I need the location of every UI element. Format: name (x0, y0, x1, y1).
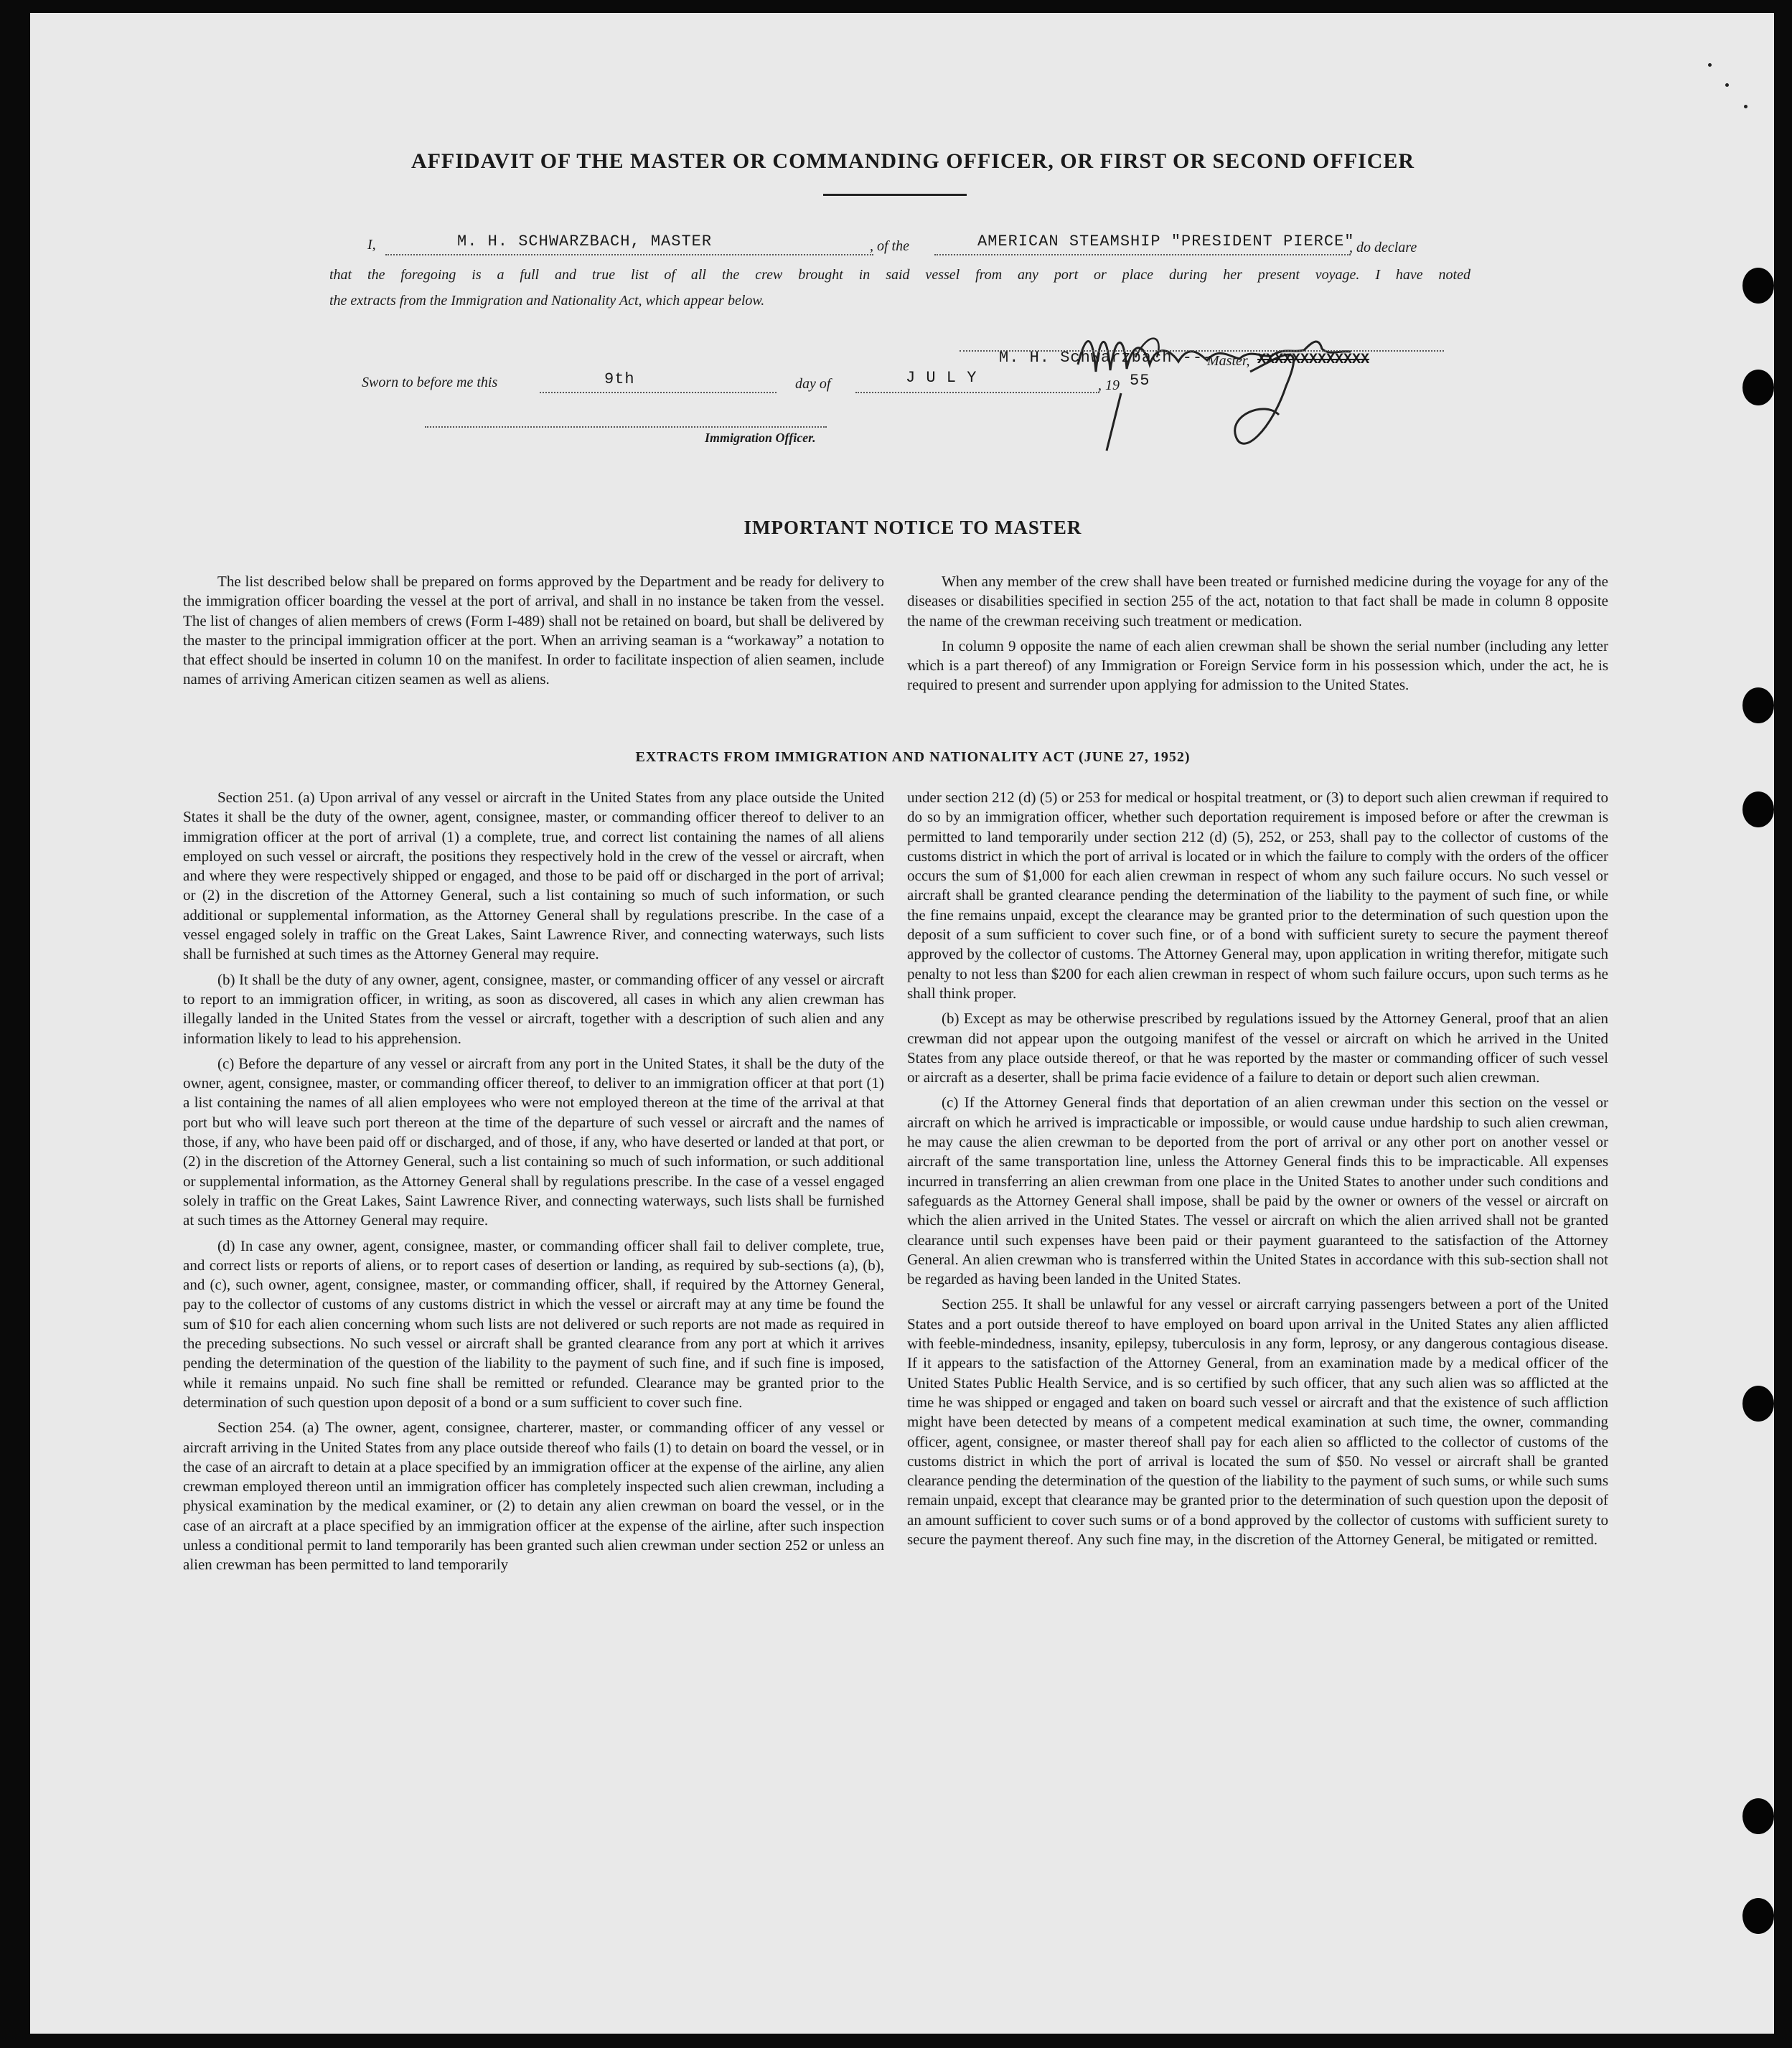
vessel-line (934, 254, 1351, 255)
struck-out-title: XXXXXXXXXXXXX (1257, 352, 1370, 368)
handwritten-signature (1064, 314, 1465, 472)
officer-signature-line (425, 426, 827, 428)
notice-right-paragraph: In column 9 opposite the name of each alien crewman shall be shown the serial number (including any letter which is a part thereof) of any Immigration or Foreign Service form in his possession which, under the act, he is required to present and surrender upon applying for admission to the United States. (907, 637, 1608, 694)
extract-paragraph: Section 251. (a) Upon arrival of any vessel or aircraft in the United States from any place outside the United States it shall be the duty of the owner, agent, consignee, master, or commanding officer thereof to deliver to an immigration officer at the port of arrival (1) a complete, true, and correct list containing the names of all aliens employed on such vessel or aircraft, the positions they respectively hold in the crew of the vessel or aircraft, when and where they were respectively shipped or engaged, and those to be paid off or discharged in the port of arrival; or (2) in the discretion of the Attorney General, such a list containing so much of such information, or such additional or supplemental information, as the Attorney General shall by regulations prescribe. In the case of a vessel engaged solely in traffic on the Great Lakes, Saint Lawrence River, and connecting waterways, such lists shall be furnished at such times as the Attorney General may require. (183, 789, 884, 963)
vessel-name: AMERICAN STEAMSHIP "PRESIDENT PIERCE" (977, 232, 1355, 250)
sworn-month: J U L Y (906, 369, 977, 387)
punch-hole (1742, 792, 1774, 827)
notice-right-paragraph: When any member of the crew shall have been treated or furnished medicine during the voyage for any of the diseases or disabilities specified in section 255 of the act, notation to that fact shall be made in column 8 opposite the name of the crewman receiving such treatment or medication. (907, 573, 1608, 629)
extract-paragraph: Section 255. It shall be unlawful for any vessel or aircraft carrying passengers between a port of the United States and a port outside thereof to have employed on board upon arrival in the United States any alien afflicted with feeble-mindedness, insanity, epilepsy, tuberculosis in any form, leprosy, or any dangerous contagious disease. If it appears to the satisfaction of the Attorney General, from an examination made by a medical officer of the United States Public Health Service, and is so certified by such officer, that any such alien was so afflicted at the time he was shipped or engaged and taken on board such vessel or aircraft and that the existence of such affliction might have been detected by means of a competent medical examination at such time, the owner, commanding officer, agent, consignee, or master thereof shall pay for each alien so afflicted to the collector of customs of the customs district in which the port of arrival is located the sum of $50. No vessel or aircraft shall be granted clearance pending the determination of the question of the liability to the payment of such sums, or while such sums remain unpaid, except that clearance may be granted prior to the determination of such question upon the deposit of an amount sufficient to cover such sums or of a bond approved by the collector of customs with sufficient surety to secure the payment thereof. Any such fine may, in the discretion of the Attorney General, be mitigated or remitted. (907, 1295, 1608, 1548)
extract-paragraph: (c) If the Attorney General finds that deportation of an alien crewman under this section on the vessel or aircraft on which he arrived is impracticable or impossible, or would cause undue hardship to such alien crewman, he may cause the alien crewman to be deported from the port of arrival or any other port on another vessel or aircraft of the same transportation line, unless the Attorney General finds this to be impracticable. All expenses incurred in transferring an alien crewman from one place in the United States to another under such conditions and safeguards as the Attorney General shall impose, shall be paid by the owner or owners of the vessel or aircraft on which the alien arrived in the United States. The vessel or aircraft on which the alien arrived shall not be granted clearance until such expenses have been paid or their payment guaranteed to the satisfaction of the Attorney General. An alien crewman who is transferred within the United States in accordance with this sub-section shall not be regarded as having been landed in the United States. (907, 1094, 1608, 1288)
extract-paragraph: (b) Except as may be otherwise prescribed by regulations issued by the Attorney General, proof that an alien crewman did not appear upon the outgoing manifest of the vessel or aircraft on which he arrived in the United States from any place outside thereof, or that he was reported by the master or commanding officer of such vessel or aircraft as a deserter, shall be prima facie evidence of a failure to detain or deport such alien crewman. (907, 1010, 1608, 1086)
officer-label: Immigration Officer. (705, 431, 816, 445)
extract-paragraph: Section 254. (a) The owner, agent, consignee, charterer, master, or commanding officer of any vessel or aircraft arriving in the United States from any place outside thereof who fails (1) to detain on board the vessel, or in the case of an aircraft to detain at a place specified by an immigration officer at the expense of the airline, any alien crewman employed thereon until an immigration officer has completely inspected such alien crewman, including a physical examination by the medical examiner, or (2) to detain any alien crewman on board the vessel, or in the case of an aircraft at a place specified by an immigration officer at the expense of the airline, after such inspection unless a conditional permit to land temporarily has been granted such alien crewman under section 252 or unless an alien crewman has been permitted to land temporarily (183, 1419, 884, 1574)
day-line (540, 392, 777, 393)
extracts-title: EXTRACTS FROM IMMIGRATION AND NATIONALITY ACT (JUNE 27, 1952) (635, 749, 1191, 765)
punch-hole (1742, 687, 1774, 723)
sworn-year: 55 (1130, 372, 1150, 390)
notice-title: IMPORTANT NOTICE TO MASTER (743, 517, 1082, 538)
extract-paragraph: (b) It shall be the duty of any owner, agent, consignee, master, or commanding officer of any vessel or aircraft to report to an immigration officer, in writing, as soon as discovered, all cases in which any alien crewman has illegally landed in the United States from the vessel or aircraft, together with a description of such alien and any information likely to lead to his apprehension. (183, 970, 884, 1047)
declaration-line-2: the extracts from the Immigration and Nationality Act, which appear below. (329, 293, 765, 309)
sworn-label: Sworn to before me this (362, 375, 498, 390)
punch-hole (1742, 268, 1774, 304)
extract-paragraph: under section 212 (d) (5) or 253 for medical or hospital treatment, or (3) to deport such alien crewman if required to do so by an immigration officer, whether such deportation requirement is imposed before or after the crewman is permitted to land temporarily under section 212 (d) (5), 252, or 253, shall pay to the collector of customs of the customs district in which the port of arrival is located or in which the failure to comply with the orders of the officer occurs the sum of $1,000 for each alien crewman in respect of whom any such failure occurs. No such vessel or aircraft shall be granted clearance pending the determination of the liability to the payment of such fine, or while the fine remains unpaid, except the clearance may be granted prior to the determination of such question upon the deposit of a sum sufficient to cover such fine, or of a bond with sufficient surety to secure the payment thereof approved by the collector of customs. The Attorney General may, upon application in writing therefor, mitigate such penalty to not less than $200 for each alien crewman in respect of whom such failure occurs, upon such terms as he shall think proper. (907, 789, 1608, 1002)
extract-paragraph: (c) Before the departure of any vessel or aircraft from any port in the United States, it shall be the duty of the owner, agent, consignee, master, or commanding officer thereof, to deliver to an immigration officer at that port (1) a list containing the names of all alien employees who were not employed thereon at the time of the arrival at that port but who will leave such port thereon at the time of the departure of such vessel or aircraft and the names of those, if any, who have been paid off or discharged, and of those, if any, who have deserted or landed at that port, or (2) in the discretion of the Attorney General, such a list containing so much of such information, or such additional or supplemental information, as the Attorney General shall by regulations prescribe. In the case of a vessel engaged solely in traffic on the Great Lakes, Saint Lawrence River, and connecting waterways, such lists shall be furnished at such times as the Attorney General may require. (183, 1054, 884, 1229)
corner-mark (1744, 105, 1748, 108)
extracts-left-column (183, 788, 884, 1581)
master-name: M. H. SCHWARZBACH, MASTER (457, 232, 713, 250)
do-declare-label: , do declare (1349, 240, 1417, 255)
title-divider (823, 194, 967, 196)
typed-signer: M. H. Schwarzbach --- (999, 349, 1214, 367)
punch-hole (1742, 370, 1774, 405)
notice-left-paragraph: The list described below shall be prepared on forms approved by the Department and be ready for delivery to the immigration officer boarding the vessel at the port of arrival, and shall in no instance be taken from the vessel. The list of changes of alien members of crews (Form I-489) shall not be retained on board, but shall be delivered by the master to the principal immigration officer at the port. When an arriving seaman is a “workaway” a notation to that effect should be inserted in column 10 on the manifest. In order to facilitate inspection of alien seamen, include names of arriving American citizen seamen as well as aliens. (183, 573, 884, 688)
of-the-label: , of the (870, 238, 909, 254)
declaration-line-1: that the foregoing is a full and true list of all the crew brought in said vessel from any port or place during her present voyage. I have noted (329, 267, 1470, 283)
document-page (30, 13, 1774, 2034)
extracts-right-column (907, 788, 1608, 1555)
day-of-label: day of (795, 376, 831, 392)
affidavit-i-label: I, (367, 237, 376, 253)
notice-right-column (907, 572, 1608, 701)
year-prefix: , 19 (1098, 377, 1120, 393)
month-line (855, 392, 1099, 393)
sworn-day: 9th (604, 370, 635, 388)
punch-hole (1742, 1798, 1774, 1834)
affidavit-title: AFFIDAVIT OF THE MASTER OR COMMANDING OFFICER, OR FIRST OR SECOND OFFICER (411, 149, 1415, 173)
punch-hole (1742, 1898, 1774, 1934)
master-label: Master, (1207, 353, 1250, 369)
name-line (385, 254, 873, 255)
corner-mark (1725, 83, 1729, 87)
corner-mark (1708, 63, 1712, 67)
extract-paragraph: (d) In case any owner, agent, consignee, master, or commanding officer shall fail to deliver complete, true, and correct lists or reports of aliens, or to report cases of desertion or landing, as required by sub-sections (a), (b), and (c), such owner, agent, consignee, master, or commanding officer, shall, if required by the Attorney General, pay to the collector of customs of any customs district in which the vessel or aircraft may at any time be found the sum of $10 for each alien concerning whom such lists are not delivered or such reports are not made as required in the preceding subsections. No such vessel or aircraft shall be granted clearance from any port at which it arrives pending the determination of the question of the liability to the payment of such fine, and if such fine is imposed, while it remains unpaid. No such fine shall be remitted or refunded. Clearance may be granted prior to the determination of such question upon deposit of a bond or a sum sufficient to cover such fine. (183, 1236, 884, 1411)
punch-hole (1742, 1386, 1774, 1422)
notice-left-column (183, 572, 884, 695)
